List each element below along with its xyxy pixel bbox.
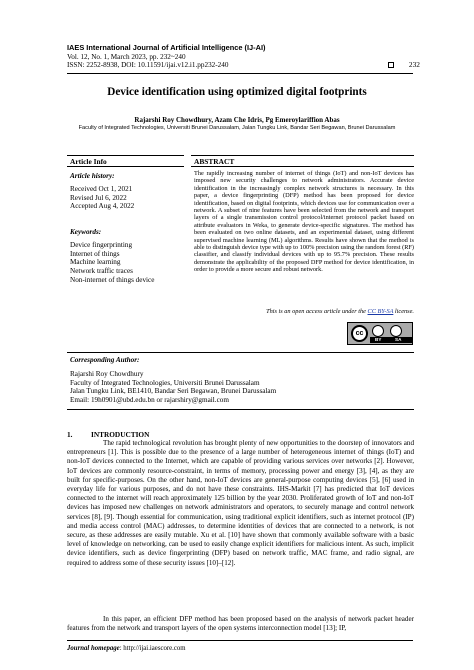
license-strip [370,337,412,343]
corresponding-name: Rajarshi Roy Chowdhury [70,370,144,378]
article-info-bottom-rule [67,166,184,167]
paragraph-text: The rapid technological revolution has brought plenty of new opportunities to the doorstep of innovators and entrepreneurs [1]. This is possible due to the presence of a large number of heterogeneous internet of things (IoT) and non-IoT devices connected to the Internet, which are capable of providing various services over networks [2]. However, IoT devices are commonly resource-constraint, in terms of memory, processing power and energy [3], [4], as they are built for specific-purposes. On the other hand, non-IoT devices are general-purpose computing devices [5], [6] used in everyday life for various purposes, and do not have these constraints. IHS-Markit [7] has predicted that IoT devices connected to the internet will reach approximately 125 billion by the year 2030. Proliferated growth of IoT and non-IoT devices has imposed new challenges on network administrators and operators, to securely manage and control network services [8], [9]. Though essential for communication, using traditional explicit identifiers, such as internet protocol (IP) and media access control (MAC) addresses, to determine identities of devices that are connected to a network, is not secure, as these addresses are easily mutable. Xu et al. [10] have shown that commonly available software with a basic level of knowledge on networking, can be used to easily change explicit identifiers for malicious intent. As such, implicit device identifiers, such as device fingerprinting (DFP) based on network traffic, MAC frame, and radio signal, are required to address some of these security issues [10]–[12]. [67,439,414,567]
article-info-heading: Article Info [70,157,107,166]
article-history-list [70,185,134,211]
oa-suffix: license. [393,308,414,315]
attribution-icon [372,325,384,337]
book-icon [388,62,394,68]
keyword: Device fingerprinting [70,241,133,249]
author-list: Rajarshi Roy Chowdhury, Azam Che Idris, Pg Emeroylariffion Abas [134,116,340,124]
keywords-heading: Keywords: [70,228,102,236]
issn-row [67,60,420,70]
affiliation: Faculty of Integrated Technologies, Universiti Brunei Darussalam, Jalan Tungku Link, Bandar Seri Begawan, Brunei Darussalam [78,125,396,131]
section-number: 1. [67,430,73,439]
abstract-bottom-rule [191,166,414,167]
issn-line: ISSN: 2252-8938, DOI: 10.11591/ijai.v12.i1.pp232-240 [67,61,229,70]
keyword: Internet of things [70,249,120,258]
keyword: Non-internet of things device [70,275,155,284]
history-accepted: Accepted Aug 4, 2022 [70,202,135,211]
introduction-paragraph-2 [67,615,414,633]
corresponding-faculty: Faculty of Integrated Technologies, Universiti Brunei Darussalam [70,378,260,387]
keywords-list [70,241,154,285]
badge-by-label: BY [375,337,382,342]
section-title: INTRODUCTION [91,430,150,439]
corresponding-address: Jalan Tungku Link, BE1410, Bandar Seri Begawan, Brunei Darussalam [70,387,277,396]
paper-title: Device identification using optimized digital footprints [107,86,367,98]
badge-sa-label: SA [395,337,402,342]
volume-line: Vol. 12, No. 1, March 2023, pp. 232~240 [67,52,186,61]
corresponding-heading: Corresponding Author: [70,356,140,364]
footer-url[interactable]: : http://ijai.iaescore.com [119,645,186,652]
keyword: Network traffic traces [70,267,133,276]
corresponding-details [70,370,276,405]
corresponding-email[interactable]: Email: 19h0901@ubd.edu.bn or rajarshiry@gmail.com [70,396,229,405]
introduction-heading [67,430,149,439]
introduction-paragraph-1 [67,439,414,568]
cc-icon: cc [351,325,368,342]
page-number: 232 [408,60,420,70]
article-history-heading: Article history: [70,172,115,180]
keyword: Machine learning [70,258,121,267]
abstract-end-rule [67,352,414,353]
history-received: Received Oct 1, 2021 [70,185,133,193]
open-access-note [194,308,414,315]
footer [67,645,186,652]
abstract-heading: ABSTRACT [194,157,235,166]
history-revised: Revised Jul 6, 2022 [70,193,127,202]
oa-prefix: This is an open access article under the [266,308,368,315]
abstract-top-rule [191,155,414,156]
journal-header [67,43,420,70]
share-alike-icon [390,325,402,337]
corresponding-end-rule [67,409,414,410]
paragraph-text: In this paper, an efficient DFP method has been proposed based on the analysis of network packet header features from the network and transport layers of the open systems interconnection model [13]; IP, [67,615,414,633]
article-info-top-rule [67,155,184,156]
footer-label: Journal homepage [67,645,120,652]
cc-by-sa-link[interactable]: CC BY-SA [367,308,394,315]
footer-rule [67,640,413,641]
header-rule [67,73,413,74]
abstract-text: The rapidly increasing number of internet of things (IoT) and non-IoT devices has imposed new security challenges to network administrators. Accurate device identification in the increasingly complex network structures is necessary. In this paper, a device fingerprinting (DFP) method has been proposed for device identification, based on digital footprints, which devices use for communication over a network. A subset of nine features have been selected from the network and transport layers of a single transmission control protocol/internet protocol packet based on attribute evaluators in Weka, to generate device-specific signatures. The method has been evaluated on two online datasets, and an experimental dataset, using different supervised machine learning (ML) algorithms. Results have shown that the method is able to distinguish device type with up to 100% precision using the random forest (RF) classifier, and classify individual devices with up to 95.7% precision. These results demonstrate the applicability of the proposed DFP method for device identification, in order to provide a more secure and robust network. [194,170,414,274]
cc-license-badge[interactable] [347,322,413,345]
journal-name: IAES International Journal of Artificial Intelligence (IJ-AI) [67,43,266,52]
